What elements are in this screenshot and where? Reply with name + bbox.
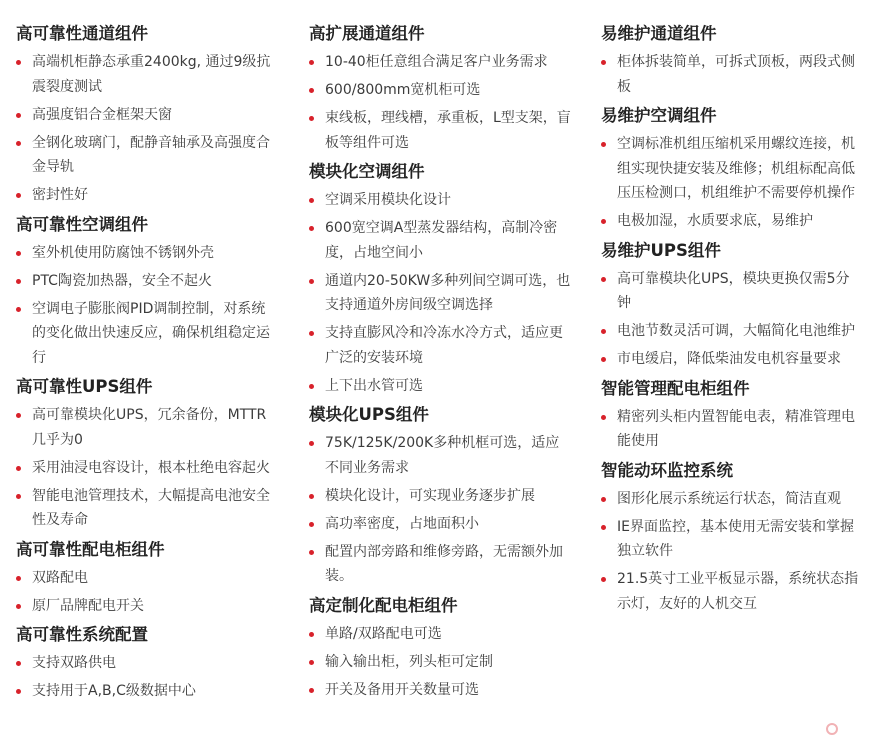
- feature-list: [601, 50, 863, 99]
- feature-item: [16, 50, 278, 99]
- bullet-dot-icon: [16, 466, 21, 471]
- feature-item: [309, 269, 573, 318]
- bullet-dot-icon: [16, 576, 21, 581]
- feature-section: [309, 594, 573, 703]
- feature-item: [309, 216, 573, 265]
- feature-section: [601, 239, 863, 372]
- feature-section: [16, 623, 278, 704]
- feature-item: [309, 78, 573, 103]
- feature-list: [16, 566, 278, 619]
- feature-item: [16, 679, 278, 704]
- bullet-dot-icon: [16, 60, 21, 65]
- feature-item-text: 10-40柜任意组合满足客户业务需求: [325, 54, 548, 70]
- feature-item: [601, 347, 863, 372]
- bullet-dot-icon: [16, 113, 21, 118]
- feature-item: [309, 484, 573, 509]
- bullet-dot-icon: [309, 384, 314, 389]
- bullet-dot-icon: [309, 198, 314, 203]
- feature-item: [16, 297, 278, 371]
- feature-item: [309, 321, 573, 370]
- feature-item-text: 上下出水管可选: [325, 377, 423, 394]
- bullet-dot-icon: [309, 279, 314, 284]
- bullet-dot-icon: [16, 661, 21, 666]
- feature-list: [309, 50, 573, 155]
- feature-item: [309, 106, 573, 155]
- bullet-dot-icon: [601, 219, 606, 224]
- feature-item: [16, 484, 278, 533]
- bullet-dot-icon: [16, 604, 21, 609]
- feature-section: [309, 160, 573, 398]
- feature-item-text: 支持用于A,B,C级数据中心: [32, 683, 196, 699]
- feature-item: [309, 622, 573, 647]
- feature-item: [16, 456, 278, 481]
- feature-item: [601, 487, 863, 512]
- feature-item-text: 智能电池管理技术，大幅提高电池安全性及寿命: [32, 487, 270, 528]
- column-reliability: [16, 22, 278, 709]
- feature-list: [309, 622, 573, 703]
- feature-item-text: 双路配电: [32, 569, 88, 586]
- feature-section: [16, 538, 278, 619]
- feature-item: [601, 515, 863, 564]
- section-title: 易维护通道组件: [601, 24, 717, 43]
- feature-item: [309, 512, 573, 537]
- section-title: 高可靠性系统配置: [16, 625, 148, 644]
- feature-item-text: 精密列头柜内置智能电表，精准管理电能使用: [617, 408, 855, 449]
- feature-item: [601, 50, 863, 99]
- bullet-dot-icon: [601, 60, 606, 65]
- feature-item-text: 高端机柜静态承重2400kg, 通过9级抗震裂度测试: [32, 54, 271, 95]
- feature-item-text: 空调采用模块化设计: [325, 192, 451, 208]
- feature-item-text: 全钢化玻璃门，配静音轴承及高强度合金导轨: [32, 134, 270, 175]
- section-title: 易维护空调组件: [601, 106, 717, 125]
- feature-item: [16, 651, 278, 676]
- feature-item: [601, 132, 863, 206]
- feature-item-text: 密封性好: [32, 187, 88, 203]
- feature-section: [309, 22, 573, 155]
- feature-item-text: 高可靠模块化UPS，冗余备份，MTTR几乎为0: [32, 407, 267, 448]
- logo-icon: [826, 723, 838, 735]
- feature-item-text: 开关及备用开关数量可选: [325, 681, 479, 698]
- bullet-dot-icon: [16, 689, 21, 694]
- feature-item-text: 高强度铝合金框架天窗: [32, 106, 172, 123]
- feature-item: [309, 374, 573, 399]
- bullet-dot-icon: [309, 660, 314, 665]
- feature-item-text: 高功率密度，占地面积小: [325, 515, 479, 532]
- feature-item: [309, 650, 573, 675]
- feature-item-text: 束线板，理线槽，承重板，L型支架，盲板等组件可选: [325, 110, 571, 151]
- watermark-logo: [826, 722, 866, 740]
- bullet-dot-icon: [16, 494, 21, 499]
- column-maintainability: [601, 22, 863, 621]
- bullet-dot-icon: [601, 277, 606, 282]
- feature-section: [16, 22, 278, 208]
- feature-section: [601, 459, 863, 617]
- bullet-dot-icon: [309, 494, 314, 499]
- feature-list: [16, 403, 278, 533]
- feature-item: [16, 103, 278, 128]
- feature-item-text: 75K/125K/200K多种机框可选，适应不同业务需求: [325, 435, 560, 476]
- feature-list: [601, 487, 863, 617]
- feature-item: [16, 403, 278, 452]
- bullet-dot-icon: [309, 550, 314, 555]
- feature-item-text: 输入输出柜，列头柜可定制: [325, 653, 493, 670]
- bullet-dot-icon: [16, 193, 21, 198]
- feature-item: [16, 131, 278, 180]
- section-title: 高可靠性通道组件: [16, 24, 148, 43]
- feature-item-text: 高可靠模块化UPS，模块更换仅需5分钟: [617, 270, 850, 311]
- feature-item-text: 模块化设计，可实现业务逐步扩展: [325, 487, 535, 504]
- feature-item-text: 空调电子膨胀阀PID调制控制，对系统的变化做出快速反应，确保机组稳定运行: [32, 300, 270, 366]
- feature-item-text: 室外机使用防腐蚀不锈钢外壳: [32, 244, 214, 261]
- feature-section: [601, 377, 863, 454]
- feature-item: [309, 431, 573, 480]
- bullet-dot-icon: [309, 60, 314, 65]
- feature-item: [601, 267, 863, 316]
- feature-section: [16, 375, 278, 533]
- section-title: 高可靠性配电柜组件: [16, 539, 165, 559]
- bullet-dot-icon: [16, 251, 21, 256]
- bullet-dot-icon: [309, 226, 314, 231]
- feature-item-text: 21.5英寸工业平板显示器，系统状态指示灯，友好的人机交互: [617, 571, 859, 612]
- feature-item-text: 原厂品牌配电开关: [32, 597, 144, 614]
- feature-item-text: 600/800mm宽机柜可选: [325, 82, 481, 98]
- feature-item-text: 支持直膨风冷和冷冻水冷方式，适应更广泛的安装环境: [325, 325, 563, 366]
- feature-item-text: PTC陶瓷加热器，安全不起火: [32, 272, 212, 289]
- section-title: 模块化空调组件: [309, 162, 425, 181]
- bullet-dot-icon: [601, 525, 606, 530]
- feature-list: [601, 267, 863, 372]
- bullet-dot-icon: [309, 116, 314, 121]
- feature-item: [601, 405, 863, 454]
- feature-list: [16, 241, 278, 371]
- feature-item: [309, 540, 573, 589]
- section-title: 智能动环监控系统: [601, 460, 733, 480]
- feature-list: [601, 132, 863, 234]
- bullet-dot-icon: [16, 141, 21, 146]
- section-title: 高可靠性UPS组件: [16, 377, 153, 396]
- bullet-dot-icon: [309, 688, 314, 693]
- column-scalability: [309, 22, 573, 707]
- feature-item: [16, 241, 278, 266]
- section-title: 高定制化配电柜组件: [309, 595, 458, 615]
- feature-item-text: 600宽空调A型蒸发器结构，高制冷密度，占地空间小: [325, 220, 558, 261]
- feature-item-text: 电极加湿，水质要求底，易维护: [617, 213, 813, 229]
- feature-item: [16, 183, 278, 208]
- feature-list: [309, 188, 573, 398]
- bullet-dot-icon: [309, 88, 314, 93]
- feature-item-text: 支持双路供电: [32, 655, 116, 671]
- bullet-dot-icon: [16, 413, 21, 418]
- bullet-dot-icon: [601, 142, 606, 147]
- feature-item-text: 图形化展示系统运行状态，简洁直观: [617, 490, 841, 507]
- feature-list: [309, 431, 573, 589]
- feature-item-text: 通道内20-50KW多种列间空调可选，也支持通道外房间级空调选择: [325, 272, 571, 313]
- feature-section: [601, 104, 863, 234]
- section-title: 易维护UPS组件: [601, 240, 721, 260]
- feature-item-text: 柜体拆装简单，可拆式顶板，两段式侧板: [617, 54, 855, 95]
- bullet-dot-icon: [601, 357, 606, 362]
- bullet-dot-icon: [309, 522, 314, 527]
- feature-item: [309, 50, 573, 75]
- bullet-dot-icon: [16, 307, 21, 312]
- feature-item-text: 电池节数灵活可调，大幅简化电池维护: [617, 323, 855, 339]
- feature-section: [309, 403, 573, 589]
- feature-item-text: 单路/双路配电可选: [325, 625, 442, 642]
- feature-section: [601, 22, 863, 99]
- feature-item-text: 市电缓启，降低柴油发电机容量要求: [617, 351, 841, 367]
- bullet-dot-icon: [601, 415, 606, 420]
- feature-item: [16, 594, 278, 619]
- feature-list: [16, 651, 278, 704]
- feature-item: [16, 566, 278, 591]
- feature-item: [16, 269, 278, 294]
- bullet-dot-icon: [309, 331, 314, 336]
- bullet-dot-icon: [16, 279, 21, 284]
- feature-section: [16, 213, 278, 371]
- feature-list: [16, 50, 278, 208]
- section-title: 高扩展通道组件: [309, 24, 425, 43]
- feature-item: [309, 188, 573, 213]
- feature-list: [601, 405, 863, 454]
- bullet-dot-icon: [309, 441, 314, 446]
- section-title: 智能管理配电柜组件: [601, 378, 750, 398]
- feature-item-text: IE界面监控，基本使用无需安装和掌握独立软件: [617, 518, 854, 559]
- section-title: 模块化UPS组件: [309, 405, 429, 424]
- feature-item-text: 采用油浸电容设计，根本杜绝电容起火: [32, 459, 270, 476]
- feature-item-text: 配置内部旁路和维修旁路，无需额外加装。: [325, 543, 563, 584]
- bullet-dot-icon: [601, 329, 606, 334]
- bullet-dot-icon: [309, 632, 314, 637]
- feature-item: [309, 678, 573, 703]
- feature-item-text: 空调标准机组压缩机采用螺纹连接，机组实现快捷安装及维修；机组标配高低压压检测口，机组维护不需要停机操作: [617, 136, 855, 201]
- section-title: 高可靠性空调组件: [16, 214, 148, 234]
- feature-item: [601, 567, 863, 616]
- feature-item: [601, 319, 863, 344]
- bullet-dot-icon: [601, 497, 606, 502]
- feature-item: [601, 209, 863, 234]
- bullet-dot-icon: [601, 577, 606, 582]
